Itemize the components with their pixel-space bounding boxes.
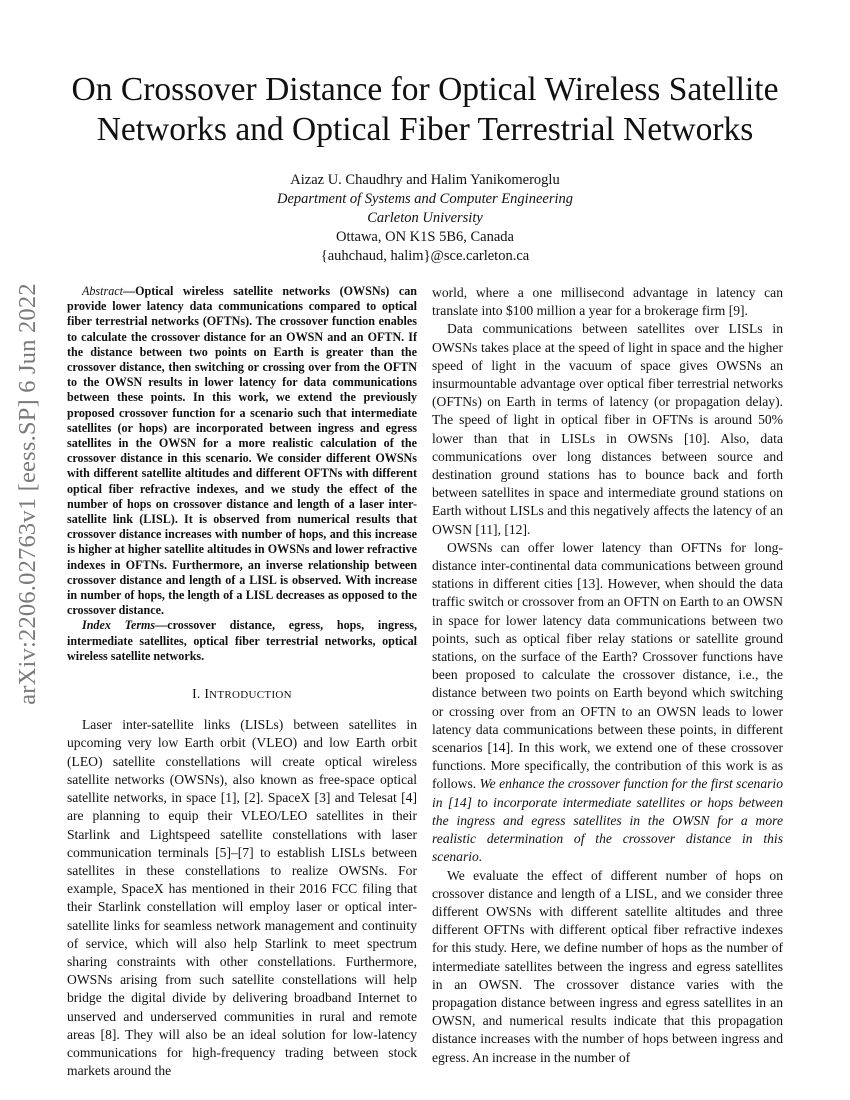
left-column	[67, 284, 417, 1080]
intro-paragraph-2: Data communications between satellites over LISLs in OWSNs takes place at the speed of light in space and the higher speed of light in the vacuum of space gives OWSNs an insurmountable advantage over optical fiber terrestrial networks (OFTNs) on Earth in terms of latency (or propagation delay). The speed of light in optical fiber in OFTNs is around 50% lower than that in LISLs in OWSNs [10]. Also, data communications over long distances between source and destination ground stations has to bounce back and forth between satellites in space and intermediate ground stations on Earth without LISLs and this negatively affects the latency of an OWSN [11], [12].	[432, 321, 783, 537]
author-block	[200, 171, 650, 266]
intro-paragraph-1: Laser inter-satellite links (LISLs) between satellites in upcoming very low Earth orbit (VLEO) and low Earth orbit (LEO) satellite constellations will create optical wireless satellite networks (OWSNs), also known as free-space optical satellite networks, in space [1], [2]. SpaceX [3] and Telesat [4] are planning to equip their VLEO/LEO satellites in their Starlink and Lightspeed satellite constellations with laser communication terminals [5]–[7] to establish LISLs between satellites in these constellations to realize OWSNs. For example, SpaceX has mentioned in their 2016 FCC filing that their Starlink constellation will employ laser or optical inter-satellite links for seamless network management and continuity of service, which will also help Starlink to meet spectrum sharing constraints with other constellations. Furthermore, OWSNs arising from such satellite constellations will help bridge the digital divide by delivering broadband Internet to unserved and underserved communities in rural and remote areas [8]. They will also be an ideal solution for low-latency communications for high-frequency trading between stock markets around the	[67, 717, 417, 1079]
abstract-text: —Optical wireless satellite networks (OWSNs) can provide lower latency data communications compared to optical fiber terrestrial networks (OFTNs). The crossover function enables to calculate the crossover distance for an OWSN and an OFTN. If the distance between two points on Earth is greater than the crossover distance, then switching or crossing over from the OFTN to the OWSN results in lower latency for data communications between these points. In this work, we extend the previously proposed crossover function for a scenario such that intermediate satellites (or hops) are incorporated between ingress and egress satellites in the OWSN for a more realistic calculation of the crossover distance in this scenario. We consider different OWSNs with different satellite altitudes and different OFTNs with different optical fiber refractive indexes, and we study the effect of the number of hops on crossover distance and length of a laser inter-satellite link (LISL). It is observed from numerical results that crossover distance increases with number of hops, and this increase is higher at higher satellite altitudes in OWSNs and lower refractive indexes in OFTNs. Furthermore, an inverse relationship between crossover distance and length of a LISL is observed. With increase in number of hops, the length of a LISL decreases as opposed to the crossover distance.	[67, 284, 417, 618]
section-numeral: I. I	[192, 686, 210, 702]
title-line-1: On Crossover Distance for Optical Wireless Satellite	[71, 71, 779, 108]
title-line-2: Networks and Optical Fiber Terrestrial Networks	[96, 111, 754, 148]
paper-title	[60, 70, 790, 150]
author-address: Ottawa, ON K1S 5B6, Canada	[335, 229, 514, 245]
intro-paragraph-3-text: OWSNs can offer lower latency than OFTNs for long-distance inter-continental data communications between ground stations in different cities [13]. However, when should the data traffic switch or crossover from an OFTN on Earth to an OWSN in space for lower latency data communications between two points, such as optical fiber relay stations or satellite ground stations, on the surface of the Earth? Crossover functions have been proposed to calculate the crossover distance, i.e., the distance between two points on Earth beyond which switching or crossing over from an OFTN to an OWSN leads to lower latency data communications between these points, in different scenarios [14]. In this work, we extend one of these crossover functions. More specifically, the contribution of this work is as follows.	[432, 539, 783, 792]
section-heading-introduction	[67, 685, 417, 704]
author-names: Aizaz U. Chaudhry and Halim Yanikomeroglu	[290, 172, 560, 188]
abstract-label: Abstract	[82, 284, 123, 298]
contribution-statement: We enhance the crossover function for the first scenario in [14] to incorporate intermediate satellites or hops between the ingress and egress satellites in the OWSN for a more realistic determination of the crossover distance in this scenario.	[432, 776, 783, 865]
intro-paragraph-3	[432, 539, 783, 867]
index-terms-text: —crossover distance, egress, hops, ingress, intermediate satellites, optical fiber terrestrial networks, optical wireless satellite networks.	[67, 618, 418, 663]
index-terms	[67, 618, 417, 664]
abstract	[67, 284, 417, 618]
author-department: Department of Systems and Computer Engineering	[276, 191, 573, 207]
right-column	[432, 284, 783, 1067]
author-university: Carleton University	[367, 210, 483, 226]
section-heading-text: NTRODUCTION	[209, 689, 292, 702]
author-emails: {auhchaud, halim}@sce.carleton.ca	[320, 248, 530, 264]
intro-paragraph-4: We evaluate the effect of different number of hops on crossover distance and length of a LISL, and we consider three different OWSNs with different satellite altitudes and three different OFTNs with different optical fiber refractive indexes for this study. Here, we define number of hops as the number of intermediate satellites between the ingress and egress satellites in an OWSN. The crossover distance varies with the propagation distance between ingress and egress satellites in an OWSN, and numerical results indicate that this propagation distance increases with the number of hops between ingress and egress. An increase in the number of	[432, 867, 783, 1065]
arxiv-sidebar	[8, 283, 48, 705]
arxiv-identifier: arXiv:2206.02763v1 [eess.SP] 6 Jun 2022	[14, 283, 41, 705]
intro-paragraph-1-continued: world, where a one millisecond advantage in latency can translate into $100 million a year for a brokerage firm [9].	[432, 285, 783, 319]
index-terms-label: Index Terms	[82, 618, 156, 633]
